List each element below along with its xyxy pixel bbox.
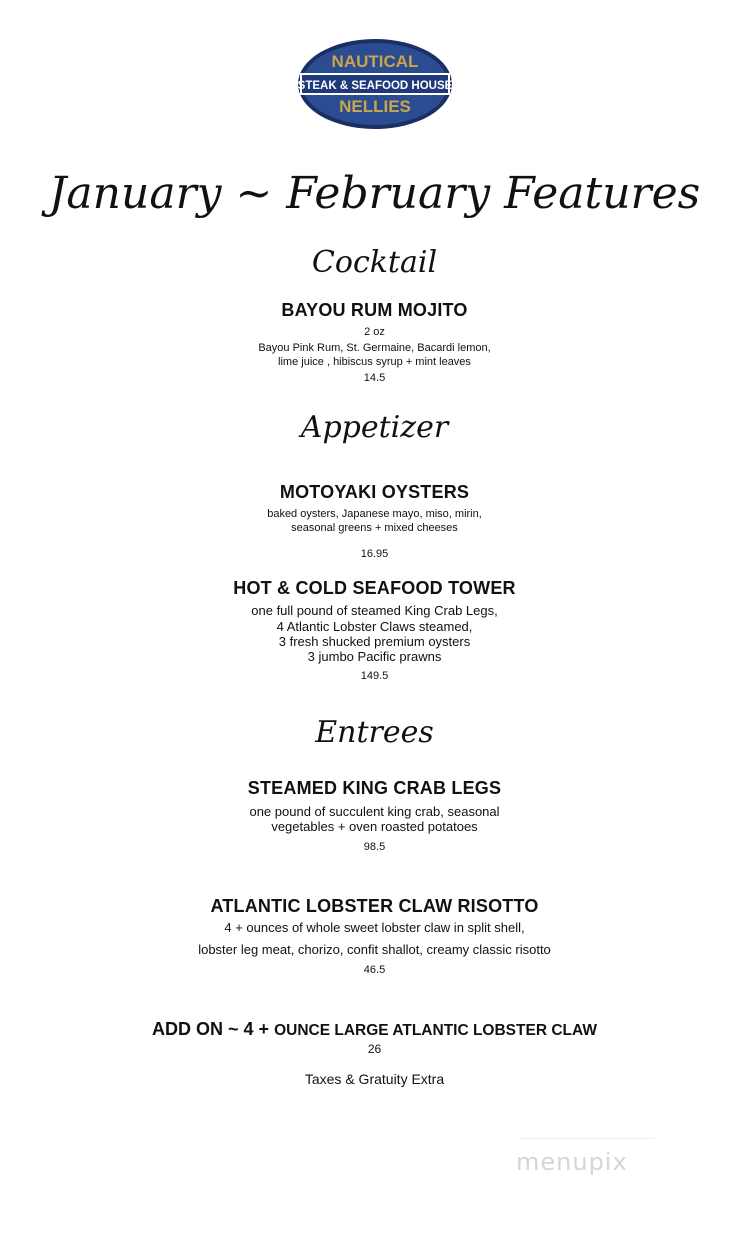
cocktail-name: BAYOU RUM MOJITO — [281, 300, 468, 320]
section-heading-appetizer: Appetizer — [300, 410, 449, 445]
addon-price: 26 — [367, 1042, 382, 1056]
logo-text-bottom: NELLIES — [339, 97, 411, 116]
watermark: menupix — [516, 1148, 628, 1176]
appetizer-name: MOTOYAKI OYSTERS — [279, 482, 470, 502]
entree-desc-line-2: lobster leg meat, chorizo, confit shallot, creamy classic risotto — [198, 942, 551, 957]
logo-text-middle: STEAK & SEAFOOD HOUSE — [297, 80, 453, 92]
appetizer-price: 149.5 — [360, 670, 389, 682]
entree-price: 46.5 — [363, 964, 386, 976]
watermark-divider — [520, 1138, 654, 1139]
entree-name: STEAMED KING CRAB LEGS — [247, 778, 502, 798]
cocktail-price: 14.5 — [363, 372, 386, 384]
appetizer-desc-line-2: 4 Atlantic Lobster Claws steamed, — [276, 619, 473, 634]
entree-price: 98.5 — [363, 841, 386, 853]
entree-desc-line-1: one pound of succulent king crab, seasonal — [249, 804, 500, 819]
appetizer-desc-line-2: seasonal greens + mixed cheeses — [291, 522, 458, 534]
taxes-note: Taxes & Gratuity Extra — [304, 1071, 445, 1087]
entree-desc-line-1: 4 + ounces of whole sweet lobster claw in split shell, — [224, 920, 525, 935]
logo-emblem — [297, 38, 453, 130]
appetizer-desc-line-1: baked oysters, Japanese mayo, miso, mirin, — [267, 508, 482, 520]
appetizer-name: HOT & COLD SEAFOOD TOWER — [233, 578, 516, 598]
appetizer-desc-line-3: 3 fresh shucked premium oysters — [278, 634, 471, 649]
cocktail-desc-line-2: lime juice , hibiscus syrup + mint leaves — [278, 356, 471, 368]
section-heading-entrees: Entrees — [315, 715, 434, 750]
appetizer-desc-line-1: one full pound of steamed King Crab Legs, — [251, 603, 498, 618]
logo-text-top: NAUTICAL — [331, 52, 419, 71]
cocktail-size: 2 oz — [364, 326, 385, 338]
addon-line — [0, 1019, 749, 1040]
addon-prefix: ADD ON ~ 4 + — [152, 1019, 275, 1039]
section-heading-cocktail: Cocktail — [311, 245, 438, 280]
appetizer-desc-line-4: 3 jumbo Pacific prawns — [307, 649, 442, 664]
restaurant-logo — [297, 38, 453, 130]
entree-desc-line-2: vegetables + oven roasted potatoes — [271, 819, 478, 834]
addon-text: OUNCE LARGE ATLANTIC LOBSTER CLAW — [274, 1022, 597, 1039]
appetizer-price: 16.95 — [360, 548, 389, 560]
entree-name: ATLANTIC LOBSTER CLAW RISOTTO — [210, 896, 539, 916]
cocktail-desc-line-1: Bayou Pink Rum, St. Germaine, Bacardi lemon, — [258, 342, 491, 354]
page-title: January ~ February Features — [48, 168, 701, 219]
